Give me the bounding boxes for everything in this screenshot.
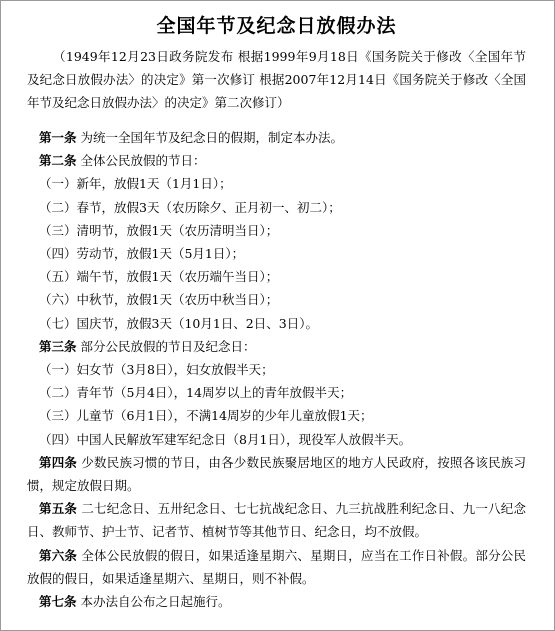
- article-2-item: （三）清明节，放假1天（农历清明当日）；: [39, 222, 279, 238]
- article-label: 第四条: [39, 454, 78, 470]
- article-label: 第五条: [39, 501, 78, 517]
- article-1: [27, 126, 526, 149]
- document-body: [27, 126, 526, 613]
- article-4: [27, 451, 526, 497]
- article-label: 第一条: [39, 130, 77, 145]
- article-3-item: （一）妇女节（3月8日），妇女放假半天；: [39, 362, 274, 378]
- document-preface: （1949年12月23日政务院发布 根据1999年9月18日《国务院关于修改〈全国年节及纪念日放假办法〉的决定》第一次修订 根据2007年12月14日《国务院关于修改〈全国年节及纪念日放假办法〉的决定》第二次修订）: [27, 49, 526, 110]
- article-text: 少数民族习惯的节日，由各少数民族聚居地区的地方人民政府，按照各该民族习惯，规定放假日期。: [27, 454, 526, 494]
- article-label: 第七条: [39, 594, 77, 610]
- article-2-item: （六）中秋节，放假1天（农历中秋当日）；: [39, 292, 279, 308]
- article-text: 为统一全国年节及纪念日的假期，制定本办法。: [76, 130, 343, 145]
- article-text: 全体公民放假的假日，如果适逢星期六、星期日，应当在工作日补假。部分公民放假的假日，如果适逢星期六、星期日，则不补假。: [27, 547, 526, 586]
- article-3-item: （二）青年节（5月4日），14周岁以上的青年放假半天；: [39, 385, 353, 401]
- article-label: 第三条: [39, 338, 77, 354]
- article-5: [27, 497, 526, 543]
- article-label: 第二条: [39, 153, 77, 169]
- article-text: 本办法自公布之日起施行。: [76, 594, 231, 610]
- article-3-item: （三）儿童节（6月1日），不满14周岁的少年儿童放假1天；: [39, 408, 373, 424]
- article-3-item: （四）中国人民解放军建军纪念日（8月1日），现役军人放假半天。: [39, 431, 412, 447]
- article-2-item: （七）国庆节，放假3天（10月1日、2日、3日）。: [39, 315, 318, 331]
- article-2-item: （二）春节，放假3天（农历除夕、正月初一、初二）；: [39, 199, 341, 215]
- document-title: 全国年节及纪念日放假办法: [156, 15, 397, 37]
- article-2-item: （一）新年，放假1天（1月1日）；: [39, 176, 232, 192]
- article-6: [27, 544, 526, 590]
- article-2: [27, 149, 526, 172]
- article-2-item: （五）端午节，放假1天（农历端午当日）；: [39, 269, 279, 285]
- article-7: [27, 590, 526, 613]
- article-text: 二七纪念日、五卅纪念日、七七抗战纪念日、九三抗战胜利纪念日、九一八纪念日、教师节、护士节、记者节、植树节等其他节日、纪念日，均不放假。: [27, 501, 526, 540]
- article-3: [27, 335, 526, 358]
- article-text: 部分公民放假的节日及纪念日：: [76, 338, 256, 354]
- article-2-item: （四）劳动节，放假1天（5月1日）；: [39, 246, 245, 262]
- article-text: 全体公民放假的节日：: [76, 153, 206, 169]
- article-label: 第六条: [39, 547, 78, 563]
